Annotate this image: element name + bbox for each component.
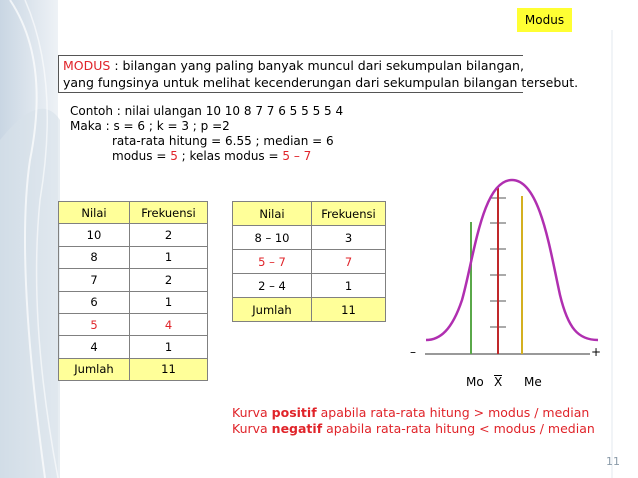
modus-badge: Modus: [517, 8, 572, 32]
column-header-nilai: Nilai: [59, 202, 130, 224]
frekuensi-cell: 3: [312, 226, 386, 250]
note-keyword-positif: positif: [271, 405, 317, 420]
column-header-nilai: Nilai: [233, 202, 312, 226]
frekuensi-cell: 2: [130, 269, 208, 291]
example-line-3: rata-rata hitung = 6.55 ; median = 6: [112, 134, 334, 148]
nilai-cell: 4: [59, 336, 130, 358]
frekuensi-cell: 1: [130, 246, 208, 268]
curve-note-negative: [232, 421, 595, 437]
nilai-cell: 5: [59, 313, 130, 335]
curve-note-positive: [232, 405, 595, 421]
note-text: apabila rata-rata hitung > modus / median: [316, 405, 590, 420]
note-prefix: Kurva: [232, 421, 272, 436]
nilai-cell: 7: [59, 269, 130, 291]
column-header-frekuensi: Frekuensi: [130, 202, 208, 224]
me-label: Me: [524, 375, 542, 389]
curve-notes: [232, 405, 595, 437]
page-number: 11: [606, 455, 620, 468]
nilai-cell: 8 – 10: [233, 226, 312, 250]
frekuensi-cell: 4: [130, 313, 208, 335]
definition-term: MODUS: [63, 58, 111, 73]
note-prefix: Kurva: [232, 405, 272, 420]
kelas-modus-label: ; kelas modus =: [177, 149, 283, 163]
nilai-cell: 10: [59, 224, 130, 246]
example-line-1: Contoh : nilai ulangan 10 10 8 7 7 6 5 5 5 5 4: [70, 104, 344, 118]
note-text: apabila rata-rata hitung < modus / median: [322, 421, 595, 436]
nilai-cell: 2 – 4: [233, 274, 312, 298]
column-header-frekuensi: Frekuensi: [312, 202, 386, 226]
kelas-modus-value: 5 – 7: [282, 149, 312, 163]
note-keyword-negatif: negatif: [271, 421, 323, 436]
normal-curve: [426, 180, 598, 340]
definition-text-line2: yang fungsinya untuk melihat kecenderungan dari sekumpulan bilangan tersebut.: [63, 75, 579, 90]
definition-text-line1: : bilangan yang paling banyak muncul dari sekumpulan bilangan,: [110, 58, 524, 73]
example-line-2: Maka : s = 6 ; k = 3 ; p =2: [70, 119, 230, 133]
total-label-cell: Jumlah: [59, 358, 130, 380]
total-value-cell: 11: [130, 358, 208, 380]
total-value-cell: 11: [312, 298, 386, 322]
minus-label: –: [410, 345, 416, 359]
nilai-cell: 5 – 7: [233, 250, 312, 274]
total-label-cell: Jumlah: [233, 298, 312, 322]
modus-value: 5: [170, 149, 178, 163]
frekuensi-cell: 2: [130, 224, 208, 246]
nilai-cell: 8: [59, 246, 130, 268]
xbar-label: X: [494, 375, 503, 389]
nilai-cell: 6: [59, 291, 130, 313]
frekuensi-cell: 1: [130, 336, 208, 358]
plus-label: +: [591, 345, 602, 359]
mo-label: Mo: [466, 375, 484, 389]
modus-label: modus =: [112, 149, 171, 163]
frekuensi-cell: 1: [312, 274, 386, 298]
frekuensi-cell: 1: [130, 291, 208, 313]
frekuensi-cell: 7: [312, 250, 386, 274]
